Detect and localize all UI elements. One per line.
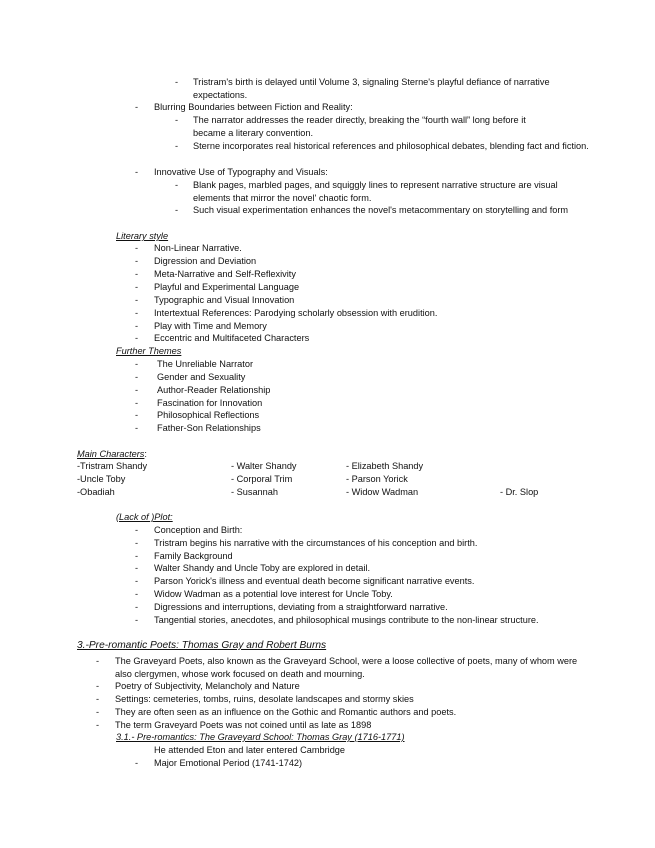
list-item: Such visual experimentation enhances the novel's metacommentary on storytelling and form (193, 205, 569, 215)
bullet-dash: - (135, 525, 139, 535)
bullet-dash: - (96, 694, 100, 704)
bullet-dash: - (96, 707, 100, 717)
list-item: Widow Wadman as a potential love interest for Uncle Toby. (154, 589, 393, 599)
character-name: - Widow Wadman (346, 487, 419, 497)
character-name: - Corporal Trim (231, 474, 293, 484)
bullet-dash: - (135, 167, 139, 177)
list-item: The term Graveyard Poets was not coined until as late as 1898 (115, 720, 372, 730)
bullet-dash: - (135, 308, 139, 318)
bullet-dash: - (135, 423, 139, 433)
list-item: Author-Reader Relationship (157, 385, 271, 395)
list-item: Blurring Boundaries between Fiction and Reality: (154, 102, 353, 112)
bullet-dash: - (175, 205, 179, 215)
list-item: Fascination for Innovation (157, 398, 263, 408)
character-name: - Elizabeth Shandy (346, 461, 424, 471)
list-item: Meta-Narrative and Self-Reflexivity (154, 269, 296, 279)
bullet-dash: - (135, 269, 139, 279)
list-item: Family Background (154, 551, 233, 561)
bullet-dash: - (135, 615, 139, 625)
list-item: Walter Shandy and Uncle Toby are explored in detail. (154, 563, 371, 573)
heading-colon: : (144, 449, 147, 459)
bullet-dash: - (135, 282, 139, 292)
section-heading-pre-romantic-poets: 3.-Pre-romantic Poets: Thomas Gray and Robert Burns (77, 640, 327, 651)
list-item: He attended Eton and later entered Cambridge (154, 745, 346, 755)
character-name: - Dr. Slop (500, 487, 539, 497)
list-item: Gender and Sexuality (157, 372, 246, 382)
bullet-dash: - (135, 359, 139, 369)
section-heading-further-themes: Further Themes (116, 346, 182, 356)
list-item: Parson Yorick's illness and eventual death become significant narrative events. (154, 576, 475, 586)
list-item: Playful and Experimental Language (154, 282, 300, 292)
character-name: -Tristram Shandy (77, 461, 148, 471)
bullet-dash: - (135, 576, 139, 586)
bullet-dash: - (135, 256, 139, 266)
bullet-dash: - (175, 77, 179, 87)
bullet-dash: - (175, 115, 179, 125)
list-item: The Unreliable Narrator (157, 359, 253, 369)
list-item: Tangential stories, anecdotes, and philosophical musings contribute to the non-linear structure. (154, 615, 539, 625)
list-item: Conception and Birth: (154, 525, 243, 535)
section-heading-literary-style: Literary style (116, 231, 169, 241)
section-heading-main-characters (77, 448, 147, 461)
bullet-dash: - (175, 180, 179, 190)
list-item: Eccentric and Multifaceted Characters (154, 333, 310, 343)
list-item: Tristram begins his narrative with the circumstances of his conception and birth. (154, 538, 478, 548)
list-item: Philosophical Reflections (157, 410, 260, 420)
bullet-dash: - (135, 602, 139, 612)
list-item: Intertextual References: Parodying scholarly obsession with erudition. (154, 308, 438, 318)
character-name: - Parson Yorick (346, 474, 408, 484)
list-item: Sterne incorporates real historical references and philosophical debates, blending fact and fiction. (193, 141, 589, 151)
character-name: -Uncle Toby (77, 474, 126, 484)
bullet-dash: - (96, 720, 100, 730)
bullet-dash: - (135, 758, 139, 768)
bullet-dash: - (135, 538, 139, 548)
bullet-dash: - (135, 102, 139, 112)
bullet-dash: - (135, 551, 139, 561)
list-item: They are often seen as an influence on the Gothic and Romantic authors and poets. (115, 707, 457, 717)
section-heading-plot: (Lack of )Plot: (116, 512, 173, 522)
bullet-dash: - (135, 563, 139, 573)
list-item: Poetry of Subjectivity, Melancholy and Nature (115, 681, 300, 691)
list-item: The narrator addresses the reader directly, breaking the “fourth wall” long before it became a literary convention. (193, 115, 526, 138)
bullet-dash: - (135, 333, 139, 343)
list-item: The Graveyard Poets, also known as the Graveyard School, were a loose collective of poets, many of whom were also clergymen, whose work focused on death and mourning. (115, 656, 578, 679)
bullet-dash: - (135, 295, 139, 305)
bullet-dash: - (135, 385, 139, 395)
bullet-dash: - (135, 410, 139, 420)
character-name: - Walter Shandy (231, 461, 297, 471)
list-item: Father-Son Relationships (157, 423, 261, 433)
bullet-dash: - (135, 398, 139, 408)
bullet-dash: - (96, 656, 100, 666)
character-name: - Susannah (231, 487, 278, 497)
list-item: Innovative Use of Typography and Visuals: (154, 167, 328, 177)
bullet-dash: - (135, 372, 139, 382)
bullet-dash: - (135, 589, 139, 599)
list-item: Play with Time and Memory (154, 321, 267, 331)
main-characters-heading-text: Main Characters (77, 449, 145, 459)
list-item: Digressions and interruptions, deviating from a straightforward narrative. (154, 602, 448, 612)
list-item: Non-Linear Narrative. (154, 243, 242, 253)
bullet-dash: - (135, 243, 139, 253)
bullet-dash: - (135, 321, 139, 331)
bullet-dash: - (175, 141, 179, 151)
list-item: Major Emotional Period (1741-1742) (154, 758, 303, 768)
list-item: Typographic and Visual Innovation (154, 295, 295, 305)
bullet-dash: - (96, 681, 100, 691)
list-item: Settings: cemeteries, tombs, ruins, desolate landscapes and stormy skies (115, 694, 414, 704)
list-item: Tristram's birth is delayed until Volume 3, signaling Sterne's playful defiance of narrative expectations. (193, 77, 550, 100)
subsection-heading-thomas-gray: 3.1.- Pre-romantics: The Graveyard School: Thomas Gray (1716-1771) (116, 732, 405, 742)
list-item: Digression and Deviation (154, 256, 257, 266)
list-item: Blank pages, marbled pages, and squiggly lines to represent narrative structure are visual elements that mirror the novel' chaotic form. (193, 180, 558, 203)
character-name: -Obadiah (77, 487, 115, 497)
